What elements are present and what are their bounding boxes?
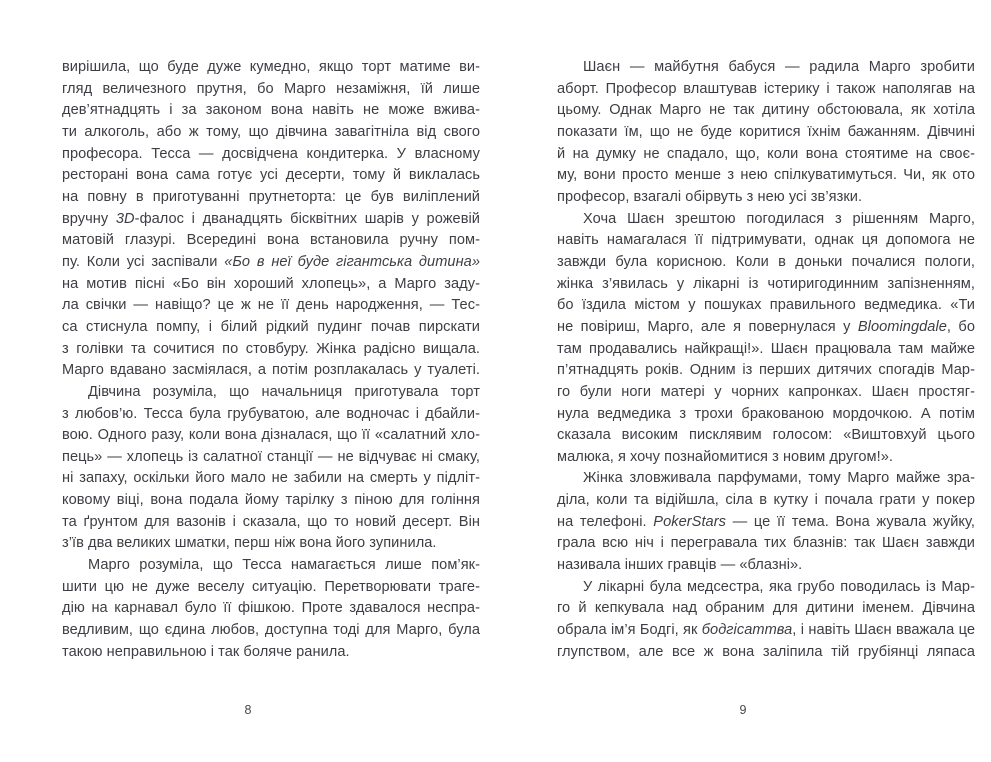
text-segment: бо їздила містом у пошуках правильного ведмедика. «Ти [557, 297, 975, 314]
text-line [557, 447, 975, 469]
italic-text: Bloomingdale [857, 318, 947, 335]
text-segment: обрала ім’я Бодгі, як [557, 622, 702, 639]
page-number-right: 9 [739, 703, 747, 717]
text-line [62, 490, 480, 512]
italic-text: бодгісаттва [701, 622, 793, 639]
text-segment: дію на карнавал було її фішкою. Проте здавалося неспра- [62, 600, 480, 617]
text-line [62, 79, 480, 101]
text-line [62, 404, 480, 426]
text-segment: пець» — хлопець із салатної станції — не відчуває ні смаку, [62, 448, 480, 465]
text-line [62, 100, 480, 122]
text-line [557, 533, 975, 555]
text-segment: ла свічки — навіщо? це ж не її день народження, — Тес- [62, 297, 480, 314]
text-line [557, 122, 975, 144]
text-segment: з’їв два великих шматки, перш ніж вона його зупинила. [62, 535, 437, 552]
text-segment: професор, взагалі обірвуть з нею усі зв’язки. [557, 188, 863, 205]
page-8-text-column [62, 57, 480, 663]
text-segment: жінка з’явилась у лікарні із чотиригодинним запізненням, [557, 275, 975, 292]
text-line [557, 555, 975, 577]
text-segment: гляд величезного прутня, бо Марго незаміжня, їй лише [62, 80, 480, 97]
text-segment: аборт. Професор влаштував істерику і також наполягав на [557, 80, 975, 97]
text-line [62, 274, 480, 296]
text-segment: нула ведмедика з трохи бракованою мордочкою. А потім [557, 405, 975, 422]
page-9-text-column [557, 57, 975, 663]
italic-text: 3D [115, 210, 135, 227]
text-segment: Марго розуміла, що Тесса намагається лише пом’як- [88, 557, 480, 574]
text-segment: ні запаху, оскільки його мало не забили на смерть у підліт- [62, 470, 480, 487]
text-line [557, 468, 975, 490]
text-line [62, 533, 480, 555]
text-segment: навіть намагалася її підтримувати, однак ця допомога не [557, 232, 975, 249]
text-segment: , і навіть Шаєн вважала це [792, 622, 976, 639]
text-line [557, 360, 975, 382]
text-line [62, 165, 480, 187]
text-segment: го були ноги матері у чорних капронках. Шаєн простяг- [557, 383, 975, 400]
text-line [62, 122, 480, 144]
text-segment: шити цю не дуже веселу ситуацію. Перетворювати траге- [62, 578, 480, 595]
text-line [557, 230, 975, 252]
text-segment: й на думку не спадало, що, коли вона стоятиме на своє- [557, 145, 975, 162]
text-segment: ковому віці, вона подала йому тарілку з піною для гоління [62, 492, 480, 509]
text-segment: Дівчина розуміла, що начальниця приготувала торт [88, 383, 480, 400]
text-line [557, 490, 975, 512]
text-segment: , бо [946, 318, 975, 335]
text-line [557, 79, 975, 101]
text-line [62, 295, 480, 317]
text-segment: го й кепкувала над обраним для дитини іменем. Дівчина [557, 600, 975, 617]
text-line [62, 187, 480, 209]
text-segment: глупством, але все ж вона заліпила тій грубіянці ляпаса [557, 643, 975, 660]
text-line [62, 447, 480, 469]
text-line [557, 144, 975, 166]
text-line [62, 577, 480, 599]
text-segment: ти алкоголь, або ж тому, що дівчина завагітніла від свого [62, 123, 480, 140]
text-segment: з любов’ю. Тесса була грубуватою, але водночас і дбайли- [62, 405, 480, 422]
text-line [62, 512, 480, 534]
text-line [62, 425, 480, 447]
text-line [62, 620, 480, 642]
text-segment: з голівки та сочитися по стовбуру. Жінка радісно вищала. [62, 340, 480, 357]
text-segment: матовій глазурі. Всередині вона встановила ручну пом- [62, 232, 480, 249]
text-segment: на повну в приготуванні прутнеторта: це був виліплений [62, 188, 480, 205]
text-line [557, 295, 975, 317]
text-segment: пу. Коли усі заспівали [62, 253, 225, 270]
text-line [557, 598, 975, 620]
text-segment: му, вони просто менше з нею спілкуватимуться. Чи, як ото [557, 167, 975, 184]
text-segment: вою. Одного разу, коли вона дізналася, що її «салатний хло- [62, 427, 480, 444]
text-line [557, 577, 975, 599]
text-segment: п’ятнадцять років. Одним із перших дитячих спогадів Мар- [557, 362, 975, 379]
text-line [557, 187, 975, 209]
text-segment: називала інших гравців — «блазні». [557, 557, 803, 574]
text-segment: вручну [62, 210, 116, 227]
text-segment: Жінка зловживала парфумами, тому Марго майже зра- [583, 470, 975, 487]
text-segment: ведливим, що єдина любов, доступна тоді для Марго, була [62, 622, 480, 639]
text-segment: Марго вдавано засміялася, а потім розплакалась у туалеті. [62, 362, 480, 379]
text-line [557, 512, 975, 534]
text-line [557, 620, 975, 642]
text-line [557, 425, 975, 447]
text-segment: діла, коли та відійшла, сіла в кутку і почала грати у покер [557, 492, 975, 509]
italic-text: PokerStars [653, 513, 726, 530]
text-line [557, 274, 975, 296]
text-line [557, 165, 975, 187]
text-segment: — це її тема. Вона жувала жуйку, [725, 513, 975, 530]
text-segment: малюка, я хочу познайомитися з новим другом!». [557, 448, 894, 465]
text-segment: -фалос і дванадцять бісквітних шарів у рожевій [134, 210, 480, 227]
text-line [557, 57, 975, 79]
text-line [557, 404, 975, 426]
text-line [62, 642, 480, 664]
text-line [557, 209, 975, 231]
text-line [557, 317, 975, 339]
text-segment: дев’ятнадцять і за законом вона навіть не може вжива- [62, 102, 480, 119]
text-line [62, 339, 480, 361]
text-line [62, 317, 480, 339]
text-segment: та ґрунтом для вазонів і сказала, що то новий десерт. Він [62, 513, 480, 530]
text-line [62, 57, 480, 79]
text-segment: Шаєн — майбутня бабуся — радила Марго зробити [583, 59, 975, 75]
text-segment: ресторані вона сама готує усі десерти, тому й виклалась [62, 167, 480, 184]
text-line [62, 252, 480, 274]
text-segment: са стиснула помпу, і білий рідкий пудинг почав пирскати [62, 318, 480, 335]
text-segment: сказала високим писклявим голосом: «Виштовхуй цього [557, 427, 975, 444]
text-segment: там продавались найкращі!». Шаєн працювала там майже [557, 340, 975, 357]
text-line [62, 360, 480, 382]
text-segment: У лікарні була медсестра, яка грубо поводилась із Мар- [583, 578, 975, 595]
text-segment: професора. Тесса — досвідчена кондитерка. У власному [62, 145, 480, 162]
page-number-left: 8 [244, 703, 252, 717]
text-line [62, 382, 480, 404]
text-segment: грала всю ніч і перегравала тих блазнів: так Шаєн завжди [557, 535, 975, 552]
text-line [62, 144, 480, 166]
italic-text: «Бо в неї буде гігантська дитина» [224, 253, 481, 270]
text-line [62, 468, 480, 490]
text-line [62, 555, 480, 577]
text-segment: такою неправильною і так боляче ранила. [62, 643, 350, 660]
text-line [557, 642, 975, 664]
text-segment: не повіриш, Марго, але я повернулася у [557, 318, 858, 335]
text-line [557, 339, 975, 361]
text-line [62, 209, 480, 231]
text-segment: Хоча Шаєн зрештою погодилася з рішенням Марго, [583, 210, 975, 227]
text-line [62, 598, 480, 620]
text-segment: на мотив пісні «Бо він хороший хлопець», а Марго заду- [62, 275, 480, 292]
text-line [557, 252, 975, 274]
text-segment: показати їм, що не буде коритися їхнім бажанням. Дівчині [557, 123, 975, 140]
text-segment: завжди була корисною. Коли в доньки почалися пологи, [557, 253, 975, 270]
text-segment: цьому. Однак Марго не так дитину обстоювала, як хотіла [557, 102, 975, 119]
text-line [557, 382, 975, 404]
text-segment: на телефоні. [557, 513, 654, 530]
text-line [557, 100, 975, 122]
text-line [62, 230, 480, 252]
text-segment: вирішила, що буде дуже кумедно, якщо торт матиме ви- [62, 59, 480, 75]
